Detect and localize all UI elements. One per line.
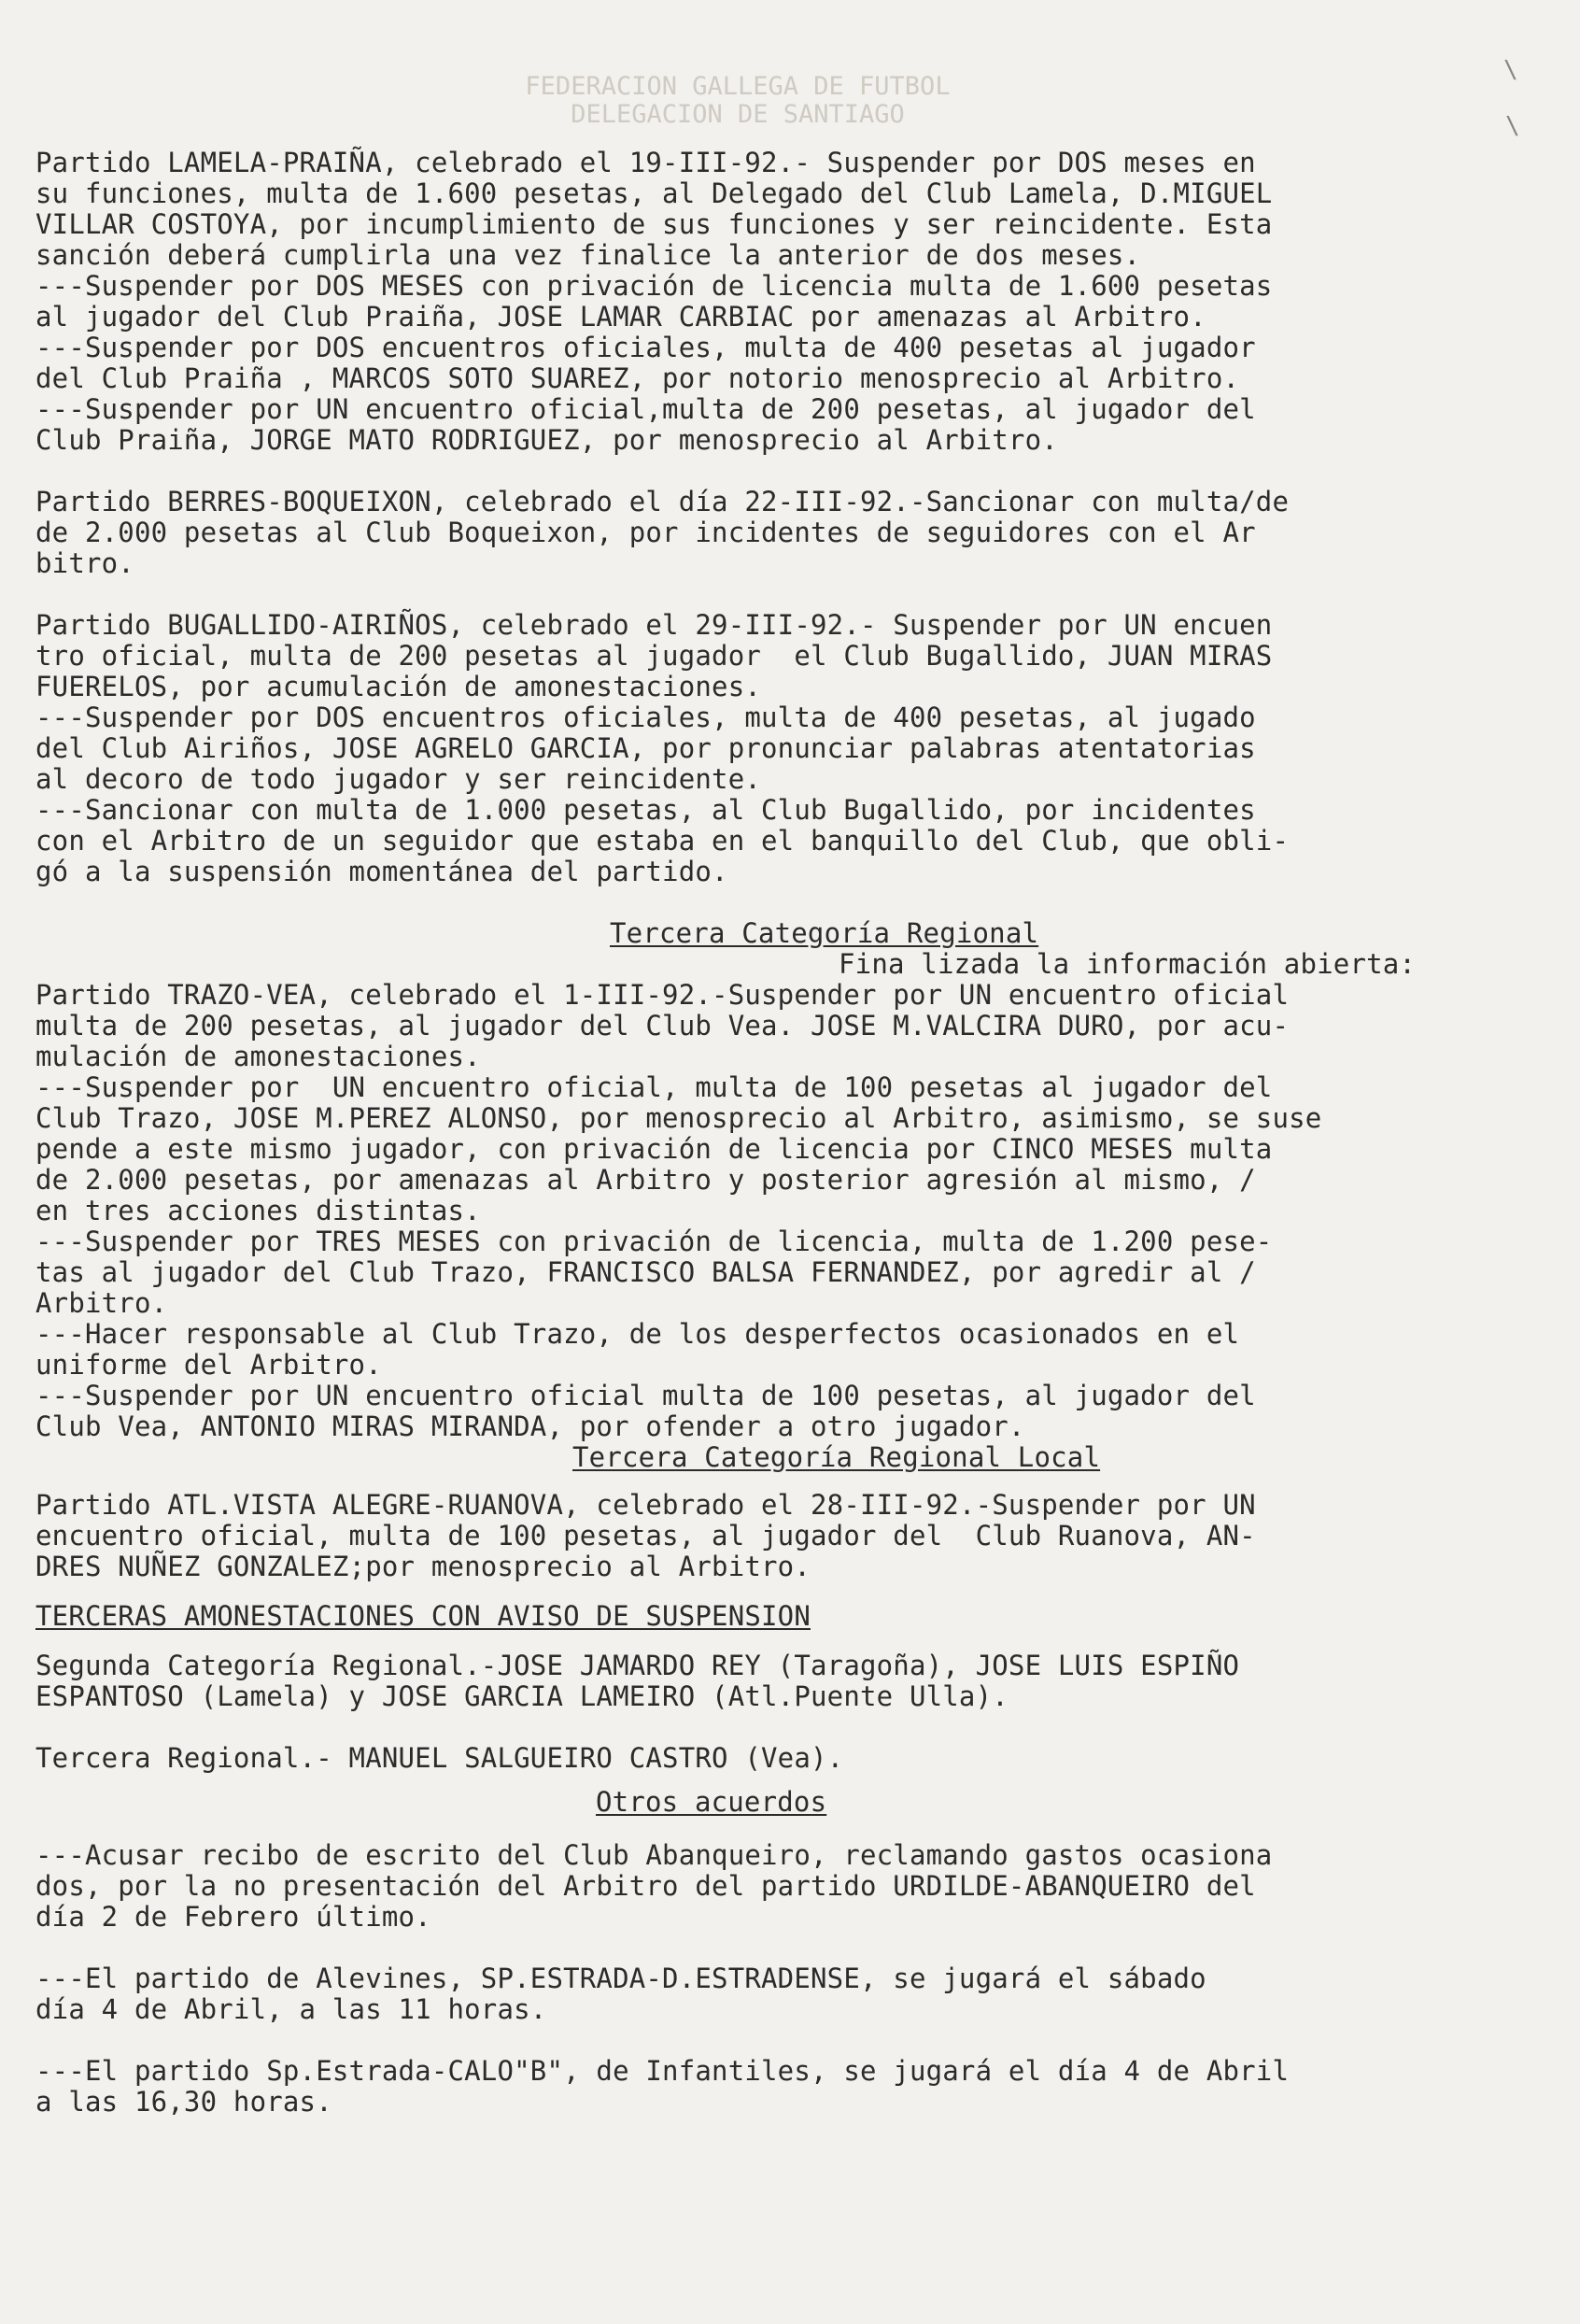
text-line: ESPANTOSO (Lamela) y JOSE GARCIA LAMEIRO (Atl.Puente Ulla). — [35, 1680, 1009, 1712]
text-line: ---Acusar recibo de escrito del Club Abanqueiro, reclamando gastos ocasiona — [35, 1839, 1273, 1871]
section-heading: Tercera Categoría Regional Local — [572, 1441, 1101, 1473]
text-line: Arbitro. — [35, 1287, 168, 1319]
text-line: Partido LAMELA-PRAIÑA, celebrado el 19-III-92.- Suspender por DOS meses en — [35, 147, 1256, 178]
agreement-alevines — [35, 1963, 1492, 2025]
text-line: ---Suspender por UN encuentro oficial multa de 100 pesetas, al jugador del — [35, 1380, 1256, 1411]
text-line: pende a este mismo jugador, con privación de licencia por CINCO MESES multa — [35, 1133, 1273, 1165]
section-heading: Tercera Categoría Regional — [610, 917, 1039, 949]
text-line: a las 16,30 horas. — [35, 2086, 332, 2118]
section-heading: Otros acuerdos — [596, 1786, 827, 1818]
text-line: FUERELOS, por acumulación de amonestaciones. — [35, 671, 762, 702]
text-line: sanción deberá cumplirla una vez finalice la anterior de dos meses. — [35, 239, 1141, 271]
text-line: mulación de amonestaciones. — [35, 1041, 481, 1072]
text-line: DRES NUÑEZ GONZALEZ;por menosprecio al Arbitro. — [35, 1551, 811, 1582]
text-line: Partido ATL.VISTA ALEGRE-RUANOVA, celebrado el 28-III-92.-Suspender por UN — [35, 1489, 1256, 1521]
warnings-second-category — [35, 1651, 1492, 1712]
ruling-berres-boqueixon — [35, 487, 1492, 579]
text-line: de 2.000 pesetas, por amenazas al Arbitro y posterior agresión al mismo, / — [35, 1164, 1256, 1196]
text-line: Partido TRAZO-VEA, celebrado el 1-III-92.-Suspender por UN encuentro oficial — [35, 979, 1290, 1011]
text-line: ---Suspender por DOS MESES con privación de licencia multa de 1.600 pesetas — [35, 270, 1273, 302]
text-line: Club Praiña, JORGE MATO RODRIGUEZ, por menosprecio al Arbitro. — [35, 424, 1058, 456]
text-line: Partido BUGALLIDO-AIRIÑOS, celebrado el 29-III-92.- Suspender por UN encuen — [35, 609, 1273, 641]
text-line: dos, por la no presentación del Arbitro del partido URDILDE-ABANQUEIRO del — [35, 1870, 1256, 1902]
ruling-bugallido-airinos — [35, 610, 1492, 887]
margin-mark: \ — [1503, 56, 1518, 84]
section-heading: TERCERAS AMONESTACIONES CON AVISO DE SUSPENSION — [35, 1600, 811, 1632]
text-line: encuentro oficial, multa de 100 pesetas, al jugador del Club Ruanova, AN- — [35, 1520, 1256, 1552]
text-line: Club Vea, ANTONIO MIRAS MIRANDA, por ofender a otro jugador. — [35, 1410, 1025, 1442]
text-line: uniforme del Arbitro. — [35, 1349, 382, 1381]
agreement-infantiles — [35, 2056, 1492, 2118]
ruling-trazo-vea — [35, 980, 1492, 1442]
letterhead-line: FEDERACION GALLEGA DE FUTBOL — [525, 72, 951, 101]
text-line: ---Suspender por DOS encuentros oficiales, multa de 400 pesetas, al jugado — [35, 701, 1256, 733]
document-body — [35, 148, 1492, 2118]
text-line: ---Suspender por DOS encuentros oficiales, multa de 400 pesetas al jugador — [35, 332, 1256, 363]
text-line: ---El partido Sp.Estrada-CALO"B", de Infantiles, se jugará el día 4 de Abril — [35, 2055, 1290, 2087]
text-line: día 4 de Abril, a las 11 horas. — [35, 1993, 547, 2025]
text-line: Partido BERRES-BOQUEIXON, celebrado el día 22-III-92.-Sancionar con multa/de — [35, 486, 1290, 517]
text-line: su funciones, multa de 1.600 pesetas, al Delegado del Club Lamela, D.MIGUEL — [35, 177, 1273, 209]
text-line: ---Sancionar con multa de 1.000 pesetas, al Club Bugallido, por incidentes — [35, 794, 1256, 826]
text-line: bitro. — [35, 547, 134, 579]
text-line: multa de 200 pesetas, al jugador del Club Vea. JOSE M.VALCIRA DURO, por acu- — [35, 1010, 1290, 1042]
text-line: gó a la suspensión momentánea del partido. — [35, 856, 728, 887]
letterhead-line: DELEGACION DE SANTIAGO — [571, 100, 905, 129]
text-line: Fina lizada la información abierta: — [839, 948, 1417, 980]
text-line: Segunda Categoría Regional.-JOSE JAMARDO REY (Taragoña), JOSE LUIS ESPIÑO — [35, 1650, 1240, 1681]
text-line: al decoro de todo jugador y ser reincidente. — [35, 763, 762, 795]
text-line: de 2.000 pesetas al Club Boqueixon, por incidentes de seguidores con el Ar — [35, 517, 1256, 548]
text-line: tas al jugador del Club Trazo, FRANCISCO BALSA FERNANDEZ, por agredir al / — [35, 1256, 1256, 1288]
text-line: día 2 de Febrero último. — [35, 1901, 431, 1933]
faint-letterhead — [439, 73, 1037, 129]
ruling-lamela-praina — [35, 148, 1492, 456]
text-line: en tres acciones distintas. — [35, 1195, 481, 1226]
text-line: con el Arbitro de un seguidor que estaba en el banquillo del Club, que obli- — [35, 825, 1290, 857]
text-line: ---Suspender por TRES MESES con privación de licencia, multa de 1.200 pese- — [35, 1226, 1273, 1257]
margin-mark: \ — [1505, 112, 1520, 140]
ruling-vista-alegre-ruanova — [35, 1490, 1492, 1582]
text-line: ---Suspender por UN encuentro oficial,multa de 200 pesetas, al jugador del — [35, 393, 1256, 425]
text-line: al jugador del Club Praiña, JOSE LAMAR CARBIAC por amenazas al Arbitro. — [35, 301, 1206, 333]
text-line: del Club Praiña , MARCOS SOTO SUAREZ, por notorio menosprecio al Arbitro. — [35, 362, 1240, 394]
text-line: ---El partido de Alevines, SP.ESTRADA-D.ESTRADENSE, se jugará el sábado — [35, 1963, 1206, 1994]
text-line: del Club Airiños, JOSE AGRELO GARCIA, por pronunciar palabras atentatorias — [35, 732, 1256, 764]
text-line: ---Hacer responsable al Club Trazo, de los desperfectos ocasionados en el — [35, 1318, 1240, 1350]
text-line: Club Trazo, JOSE M.PEREZ ALONSO, por menosprecio al Arbitro, asimismo, se suse — [35, 1102, 1322, 1134]
text-line: tro oficial, multa de 200 pesetas al jugador el Club Bugallido, JUAN MIRAS — [35, 640, 1273, 672]
warnings-third-category: Tercera Regional.- MANUEL SALGUEIRO CASTRO (Vea). — [35, 1742, 844, 1774]
agreement-abanqueiro — [35, 1840, 1492, 1933]
text-line: VILLAR COSTOYA, por incumplimiento de sus funciones y ser reincidente. Esta — [35, 208, 1273, 240]
text-line: ---Suspender por UN encuentro oficial, multa de 100 pesetas al jugador del — [35, 1071, 1273, 1103]
